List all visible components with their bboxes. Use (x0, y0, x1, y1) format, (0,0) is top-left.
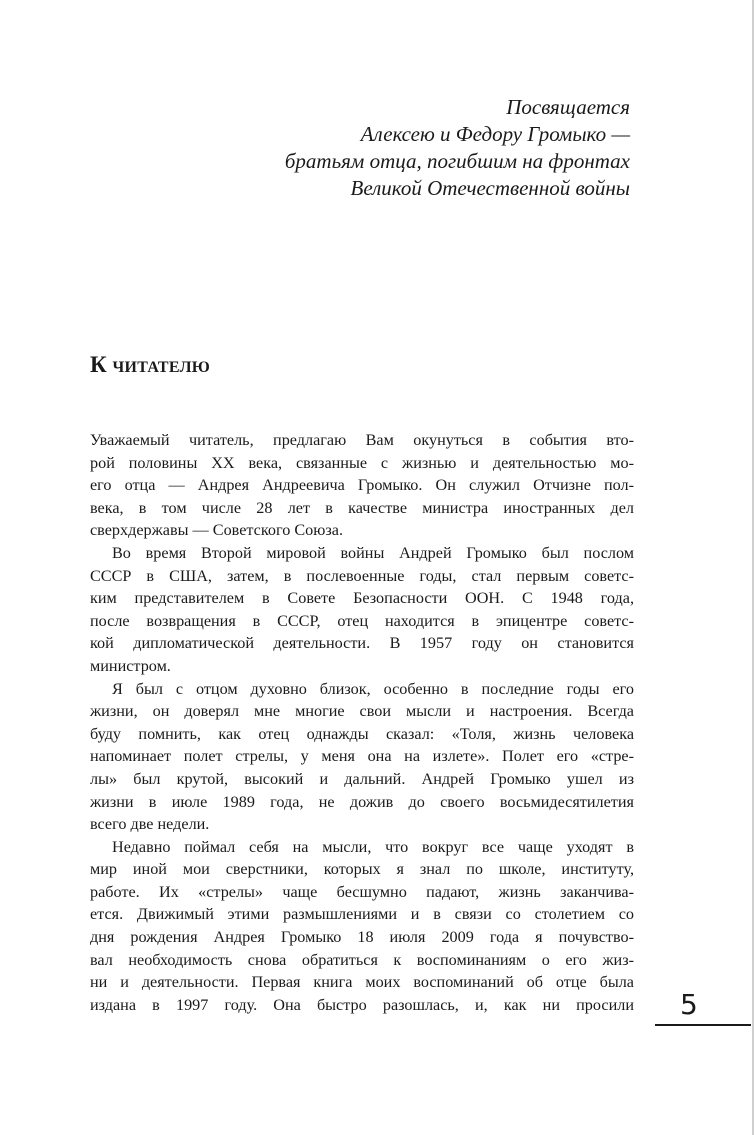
dedication-line: Алексею и Федору Громыко — (360, 122, 630, 146)
text-line: издана в 1997 году. Она быстро разошлась, и, как ни просили (90, 995, 634, 1014)
text-line: Недавно поймал себя на мысли, что вокруг все чаще уходят в (112, 837, 634, 856)
text-line: сверхдержавы — Советского Союза. (90, 521, 343, 540)
dedication-line: Великой Отечественной войны (350, 176, 630, 200)
page-number-rule (655, 1024, 751, 1026)
text-line: ни и деятельности. Первая книга моих воспоминаний об отце была (90, 973, 634, 992)
dedication-line: Посвящается (506, 95, 630, 119)
body-text (90, 429, 634, 1016)
text-line: Уважаемый читатель, предлагаю Вам окунуться в события вто- (90, 431, 634, 449)
text-line: ким представителем в Совете Безопасности ООН. С 1948 года, (90, 589, 634, 608)
text-line: работе. Их «стрелы» чаще бесшумно падают, жизнь заканчива- (90, 882, 634, 901)
text-line: вал необходимость снова обратиться к воспоминаниям о его жиз- (90, 950, 634, 969)
text-line: Я был с отцом духовно близок, особенно в последние годы его (112, 679, 634, 698)
text-line: века, в том числе 28 лет в качестве министра иностранных дел (90, 498, 634, 517)
text-line: жизни в июле 1989 года, не дожив до своего восьмидесятилетия (90, 792, 634, 811)
dedication (70, 94, 630, 202)
text-line: буду помнить, как отец однажды сказал: «Толя, жизнь человека (90, 724, 634, 743)
text-line: всего две недели. (90, 815, 210, 834)
text-line: СССР в США, затем, в послевоенные годы, стал первым советс- (90, 566, 634, 585)
text-line: кой дипломатической деятельности. В 1957 году он становится (90, 634, 634, 653)
section-heading (90, 352, 210, 378)
text-line: ется. Движимый этими размышлениями и в связи со столетием со (90, 905, 634, 924)
text-line: министром. (90, 656, 171, 675)
text-line: его отца — Андрея Андреевича Громыко. Он служил Отчизне пол- (90, 476, 634, 495)
text-line: Во время Второй мировой войны Андрей Громыко был послом (112, 543, 634, 562)
text-line: рой половины XX века, связанные с жизнью и деятельностью мо- (90, 453, 634, 472)
text-line: лы» был крутой, высокий и дальний. Андрей Громыко ушел из (90, 769, 634, 788)
page-number: 5 (680, 988, 698, 1021)
text-line: после возвращения в СССР, отец находится в эпицентре советс- (90, 611, 634, 630)
section-heading-initial: К (90, 352, 107, 377)
text-line: жизни, он доверял мне многие свои мысли и настроения. Всегда (90, 702, 634, 721)
dedication-line: братьям отца, погибшим на фронтах (284, 149, 630, 173)
text-line: дня рождения Андрея Громыко 18 июля 2009 года я почувство- (90, 928, 634, 947)
section-heading-rest: читателю (112, 352, 211, 377)
text-line: напоминает полет стрелы, у меня она на излете». Полет его «стре- (90, 747, 634, 766)
text-line: мир иной мои сверстники, которых я знал по школе, институту, (90, 860, 634, 879)
